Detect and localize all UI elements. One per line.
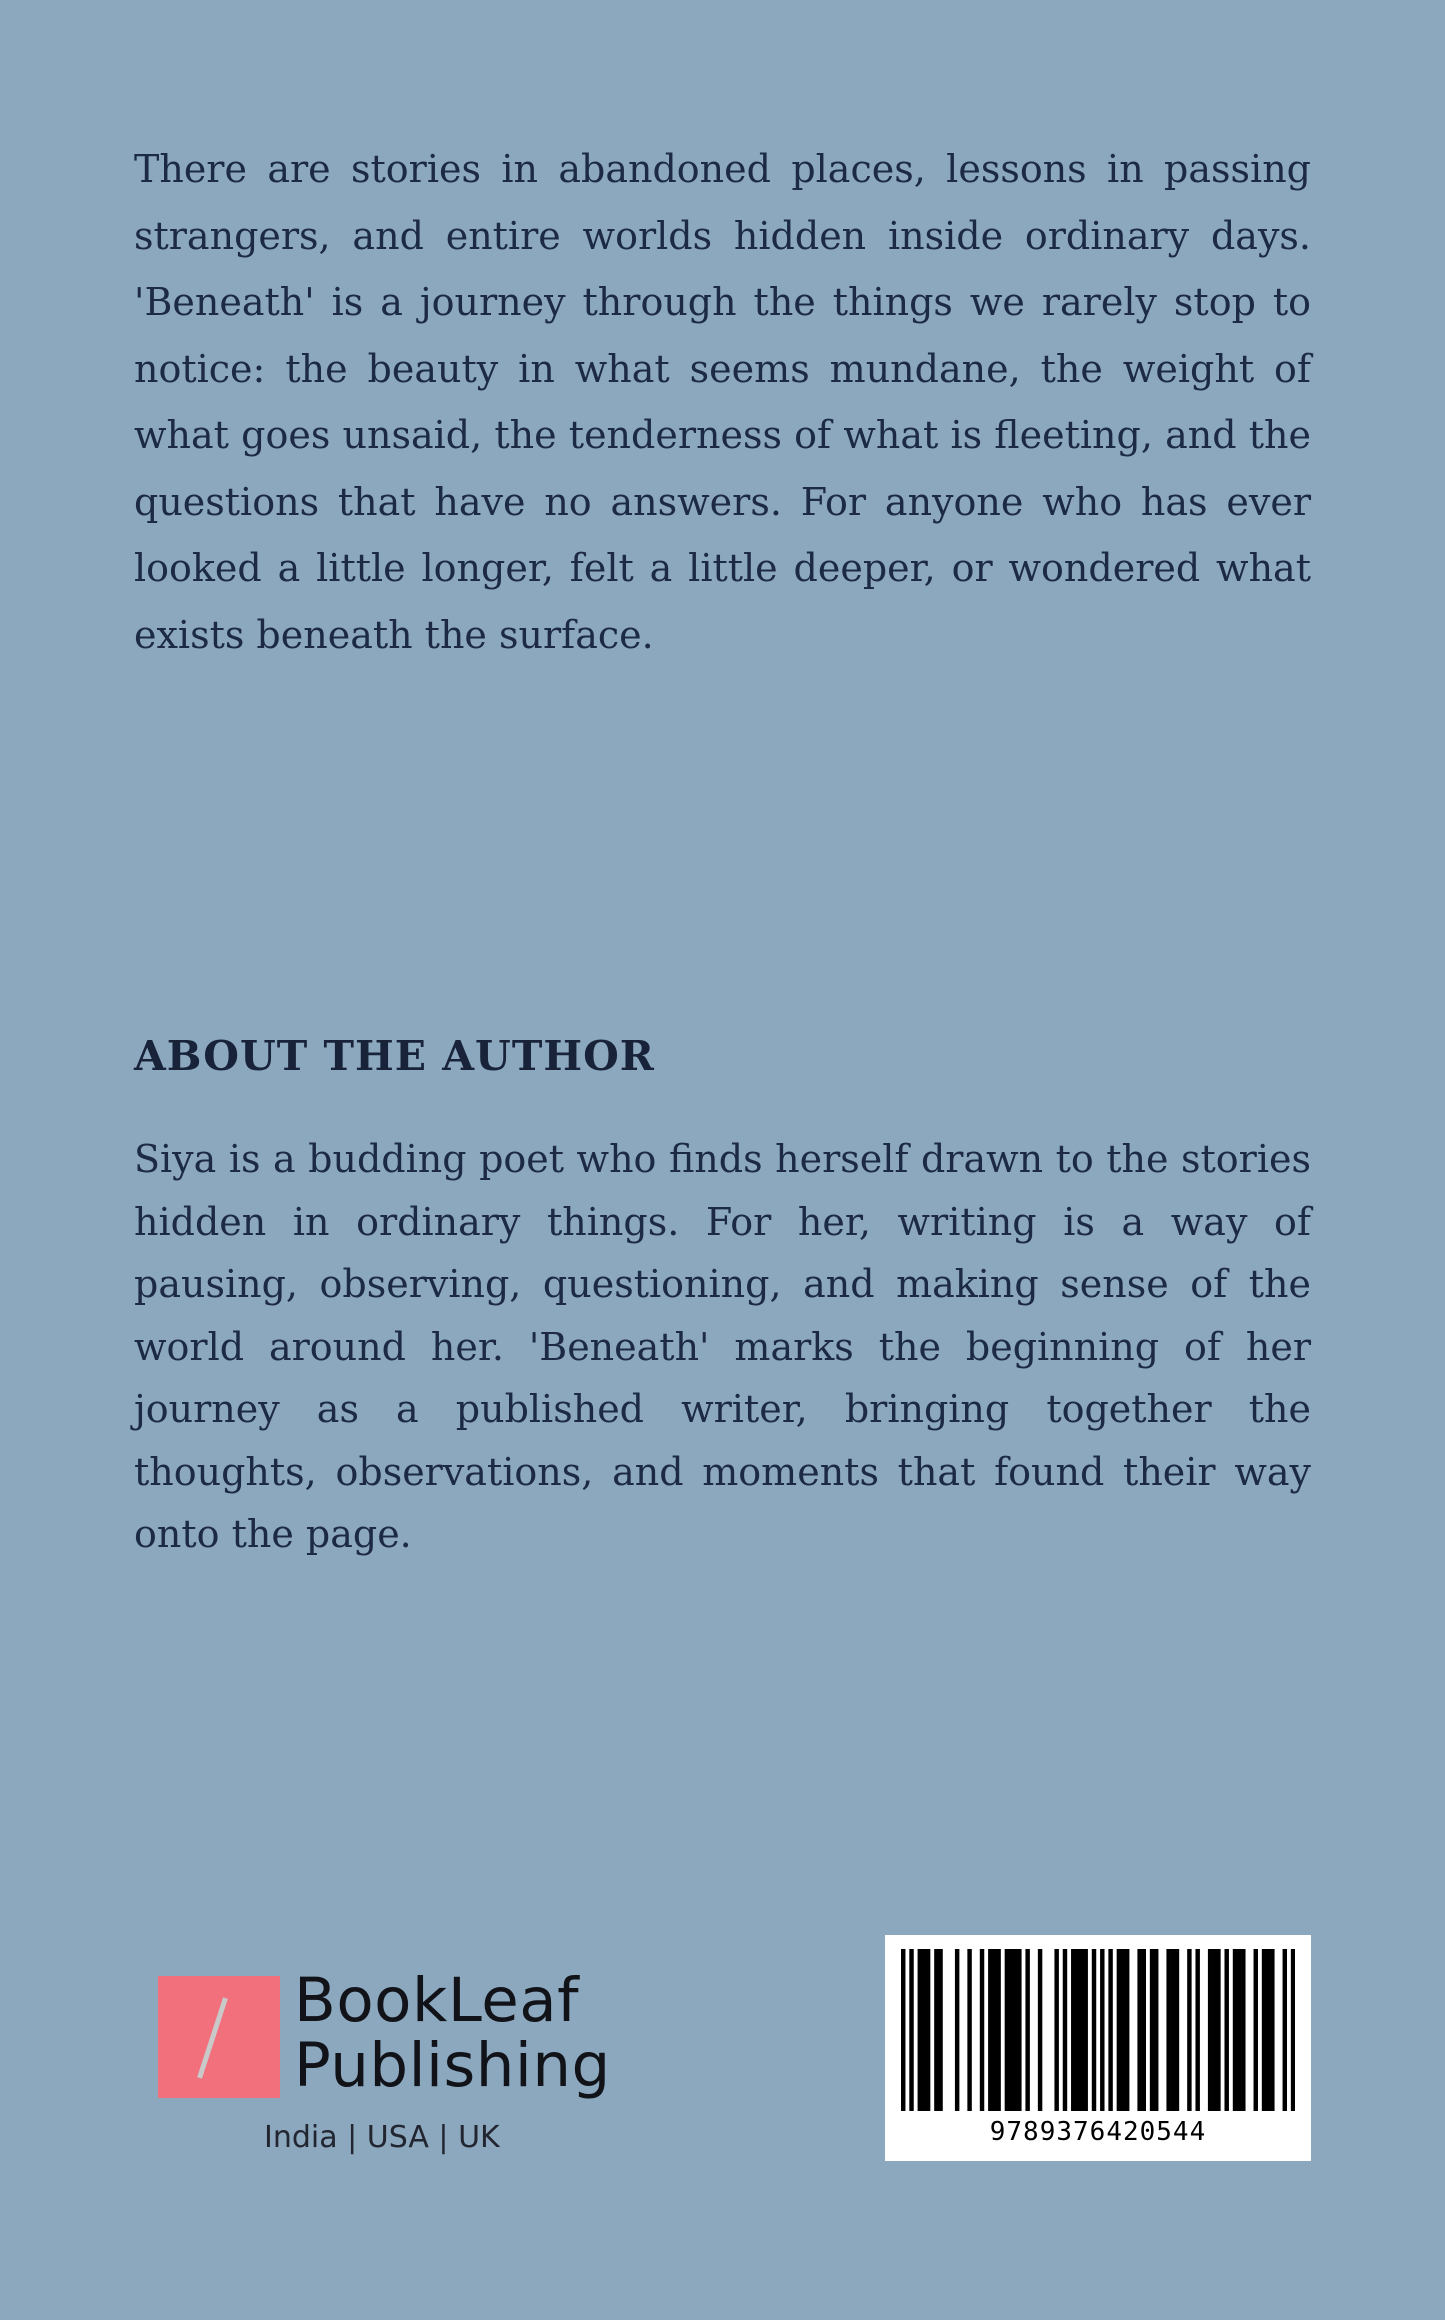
barcode-bar	[1166, 1949, 1170, 2111]
barcode-bar	[938, 1949, 942, 2111]
barcode-bar	[1125, 1949, 1129, 2111]
barcode-bar	[1224, 1949, 1228, 2111]
about-author-text: Siya is a budding poet who finds herself drawn to the stories hidden in ordinary things. For her, writing is a way of pausing, observing, questioning, and making sense of the world around her. 'Beneath' marks the beginning of her journey as a published writer, bringing together the thoughts, observations, and moments that found their way onto the page.	[134, 1137, 1311, 1556]
barcode-bar	[955, 1949, 959, 2111]
barcode-bar	[1063, 1949, 1067, 2111]
publisher-name-line2: Publishing	[294, 2030, 611, 2101]
barcode-bar	[1212, 1949, 1216, 2111]
barcode-bar	[980, 1949, 984, 2111]
barcode-bar	[1270, 1949, 1274, 2111]
barcode-bar	[1233, 1949, 1237, 2111]
logo-slash-mark	[197, 1997, 228, 2078]
barcode-bar	[1142, 1949, 1146, 2111]
barcode-bar	[922, 1949, 926, 2111]
barcode-bar	[1175, 1949, 1179, 2111]
barcode-bar	[1038, 1949, 1042, 2111]
barcode-bar	[909, 1949, 913, 2111]
barcode-bar	[1216, 1949, 1220, 2111]
barcode-bar	[1100, 1949, 1104, 2111]
barcode-bar	[1009, 1949, 1013, 2111]
barcode-bar	[918, 1949, 922, 2111]
about-author-heading: ABOUT THE AUTHOR	[134, 1032, 655, 1080]
barcode-bar	[1266, 1949, 1270, 2111]
barcode-bar	[1083, 1949, 1087, 2111]
isbn-barcode	[885, 1935, 1311, 2161]
barcode-bar	[1195, 1949, 1199, 2111]
barcode-bar	[1237, 1949, 1241, 2111]
barcode-bar	[926, 1949, 930, 2111]
barcode-bar	[988, 1949, 992, 2111]
barcode-bar	[967, 1949, 971, 2111]
barcode-bar	[1054, 1949, 1058, 2111]
barcode-bar	[1092, 1949, 1096, 2111]
back-cover-blurb: There are stories in abandoned places, lessons in passing strangers, and entire worlds hidden inside ordinary days. 'Beneath' is a journey through the things we rarely stop to notice: the beauty in what seems mundane, the weight of what goes unsaid, the tenderness of what is fleeting, and the questions that have no answers. For anyone who has ever looked a little longer, felt a little deeper, or wondered what exists beneath the surface.	[134, 147, 1311, 657]
barcode-bar	[1108, 1949, 1112, 2111]
barcode-bar	[1075, 1949, 1079, 2111]
barcode-bar	[934, 1949, 938, 2111]
barcode-bars-icon	[901, 1949, 1295, 2111]
barcode-bar	[1262, 1949, 1266, 2111]
barcode-bar	[1079, 1949, 1083, 2111]
barcode-bar	[1121, 1949, 1125, 2111]
barcode-bar	[1154, 1949, 1158, 2111]
barcode-bar	[992, 1949, 996, 2111]
barcode-bar	[1150, 1949, 1154, 2111]
barcode-bar	[1171, 1949, 1175, 2111]
barcode-bar	[1005, 1949, 1009, 2111]
barcode-bar	[1071, 1949, 1075, 2111]
barcode-bar	[1187, 1949, 1191, 2111]
bookleaf-logo-icon	[158, 1976, 280, 2098]
barcode-bar	[1208, 1949, 1212, 2111]
barcode-bar	[1137, 1949, 1141, 2111]
barcode-bar	[1254, 1949, 1258, 2111]
barcode-bar	[1291, 1949, 1295, 2111]
publisher-regions: India | USA | UK	[264, 2120, 500, 2155]
barcode-bar	[1025, 1949, 1029, 2111]
barcode-bar	[901, 1949, 905, 2111]
barcode-bar	[1241, 1949, 1245, 2111]
barcode-bar	[1017, 1949, 1021, 2111]
publisher-logo	[158, 1965, 618, 2168]
barcode-bar	[1013, 1949, 1017, 2111]
barcode-bar	[1283, 1949, 1287, 2111]
isbn-number: 9789376420544	[989, 2117, 1207, 2147]
barcode-bar	[996, 1949, 1000, 2111]
barcode-bar	[1117, 1949, 1121, 2111]
publisher-name-line1: BookLeaf	[294, 1965, 580, 2036]
